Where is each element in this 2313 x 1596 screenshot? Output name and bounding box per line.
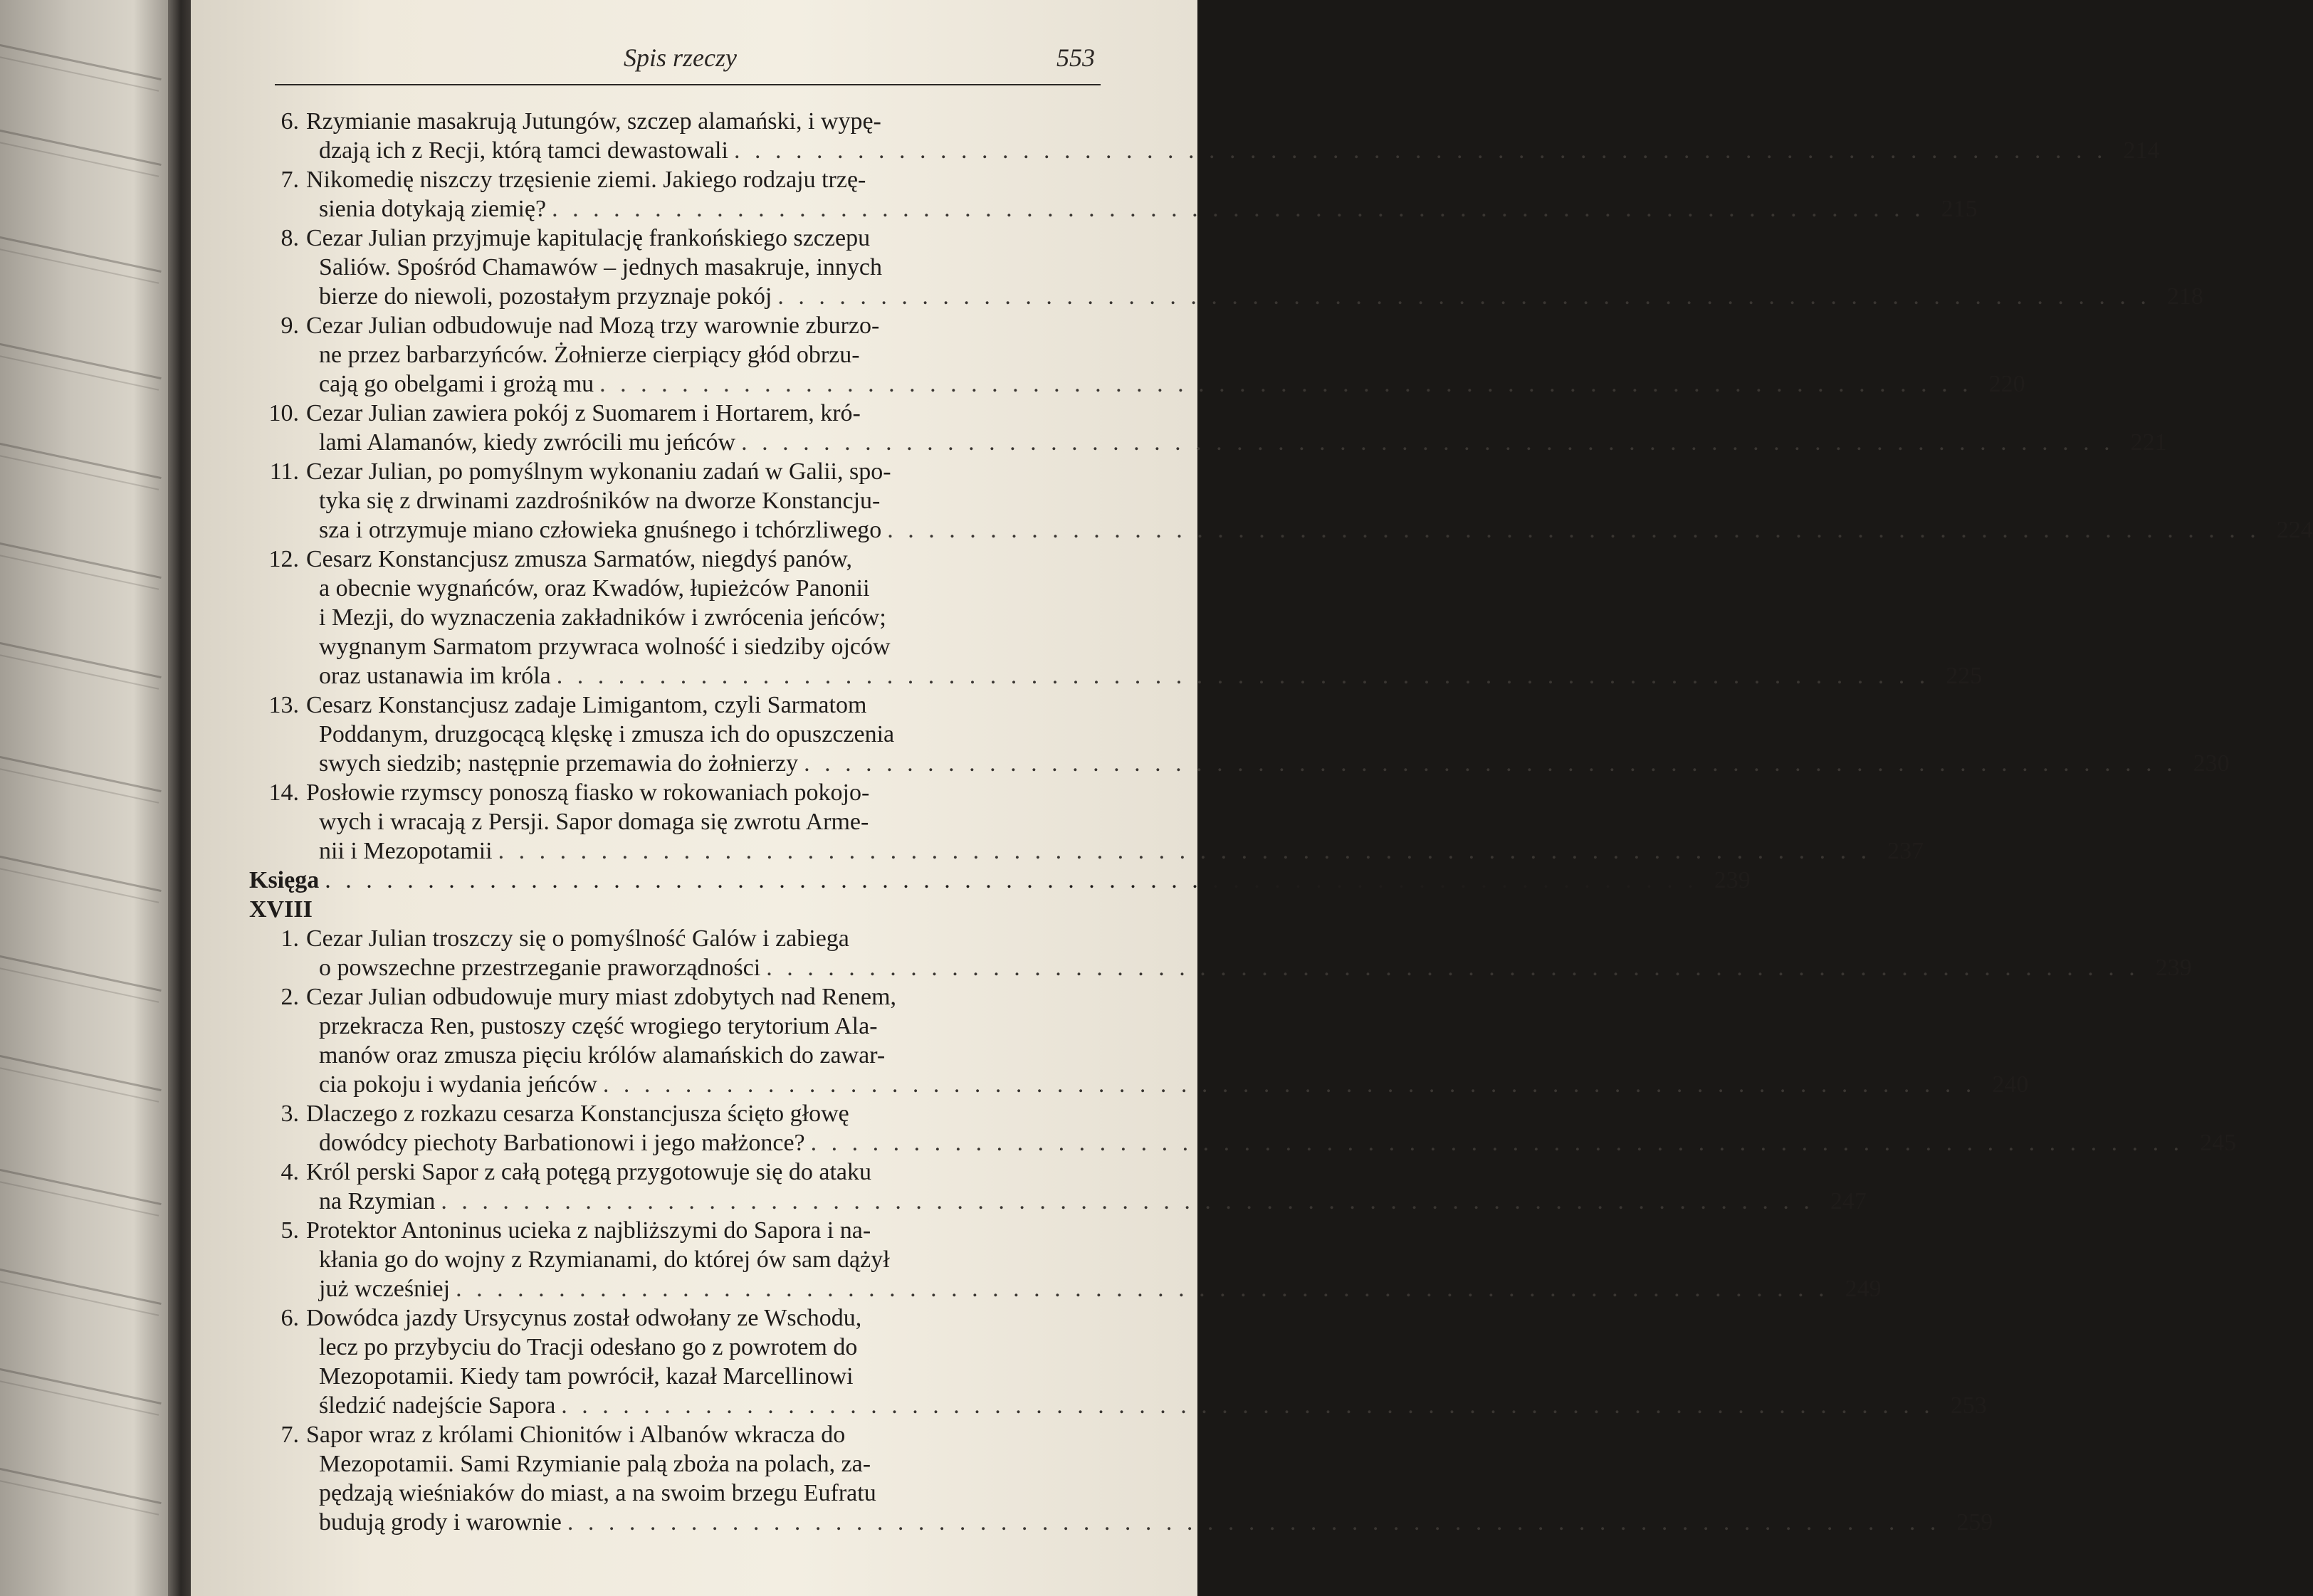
entry-line: wych i wracają z Persji. Sapor domaga się zwrotu Arme- [319, 809, 869, 835]
entry-line: manów oraz zmusza pięciu królów alamańskich do zawar- [319, 1042, 886, 1069]
entry-line: Poddanym, druzgocącą klęskę i zmusza ich do opuszczenia [319, 721, 895, 747]
entry-page-ref: 214 [2123, 137, 2160, 164]
entry-line [306, 1070, 2028, 1099]
leader-dots [777, 282, 2151, 311]
entry-text [306, 1099, 2236, 1157]
entry-number: 4. [280, 1159, 299, 1185]
entry-page-ref: 215 [1941, 196, 1978, 222]
entry-text [306, 165, 1978, 224]
entry-page-ref: 249 [1845, 1276, 1882, 1302]
leader-dots [603, 1070, 1976, 1099]
entry-text [306, 691, 2230, 778]
entry-line: Saliów. Spośród Chamawów – jednych masakruje, innych [319, 254, 882, 280]
entry-line: ne przez barbarzyńców. Żołnierze cierpiący głód obrzu- [319, 342, 860, 368]
entry-line-text: już wcześniej [319, 1276, 451, 1302]
toc-entry [256, 224, 2203, 311]
entry-page-ref: 220 [1988, 371, 2025, 397]
entry-text [306, 457, 2313, 545]
leader-dots [811, 1128, 2184, 1157]
entry-number: 7. [280, 1422, 299, 1448]
leader-dots [441, 1187, 1814, 1216]
entry-line-text: cia pokoju i wydania jeńców [319, 1071, 597, 1098]
entry-line: a obecnie wygnańców, oraz Kwadów, łupieżców Panonii [319, 575, 870, 602]
entry-line: Cezar Julian zawiera pokój z Suomarem i Hortarem, kró- [306, 400, 861, 426]
toc-entry [256, 1303, 1987, 1420]
entry-line [306, 515, 2313, 545]
entry-line: Cesarz Konstancjusz zmusza Sarmatów, niegdyś panów, [306, 546, 852, 572]
toc-entry [256, 691, 2230, 778]
entry-line [306, 953, 2192, 982]
entry-page-ref: 239 [2155, 955, 2192, 981]
entry-line: Sapor wraz z królami Chionitów i Albanów wkracza do [306, 1422, 846, 1448]
entry-number: 9. [280, 313, 299, 339]
entry-line [306, 282, 2203, 311]
entry-text [306, 311, 2025, 399]
entry-text [306, 107, 2159, 165]
entry-line: Dowódca jazdy Ursycynus został odwołany ze Wschodu, [306, 1305, 862, 1331]
left-page-edge [0, 0, 178, 1596]
entry-page-ref: 259 [1956, 1509, 1993, 1535]
toc-entry [256, 1420, 1993, 1537]
entry-line: Cezar Julian troszczy się o pomyślność Galów i zabiega [306, 925, 849, 952]
entry-line-text: o powszechne przestrzeganie praworządności [319, 955, 761, 981]
entry-line-text: dowódcy piechoty Barbationowi i jego małżonce? [319, 1130, 805, 1156]
entry-line [306, 1508, 1993, 1537]
book-page-ref: 239 [1714, 867, 1751, 893]
leader-dots [567, 1508, 1941, 1537]
entry-text [306, 1216, 1882, 1303]
entry-line: Mezopotamii. Kiedy tam powrócił, kazał Marcellinowi [319, 1363, 854, 1390]
entry-line [306, 194, 1978, 224]
toc-entry [256, 165, 1978, 224]
entry-text [306, 778, 1924, 866]
page-number: 553 [1056, 43, 1095, 72]
entry-page-ref: 218 [2166, 283, 2203, 310]
leader-dots [561, 1391, 1934, 1420]
entry-line-text: lami Alamanów, kiedy zwrócili mu jeńców [319, 429, 736, 456]
entry-number: 11. [269, 458, 299, 485]
entry-line-text: sza i otrzymuje miano człowieka gnuśnego i tchórzliwego [319, 517, 882, 543]
entry-line: wygnanym Sarmatom przywraca wolność i siedziby ojców [319, 634, 891, 660]
entry-number: 5. [280, 1217, 299, 1244]
entry-line: przekracza Ren, pustoszy część wrogiego terytorium Ala- [319, 1013, 878, 1039]
entry-line: i Mezji, do wyznaczenia zakładników i zwrócenia jeńców; [319, 604, 886, 631]
entry-page-ref: 237 [1887, 838, 1924, 864]
leader-dots [552, 194, 1925, 224]
toc-entry [256, 399, 2167, 457]
entry-text [306, 224, 2203, 311]
entry-page-ref: 245 [2200, 1130, 2237, 1156]
entry-line: Cesarz Konstancjusz zadaje Limigantom, czyli Sarmatom [306, 692, 867, 718]
entry-line: Cezar Julian, po pomyślnym wykonaniu zadań w Galii, spo- [306, 458, 891, 485]
entry-page-ref: 253 [1950, 1392, 1987, 1419]
entry-text [306, 1420, 1993, 1537]
leader-dots [498, 836, 1872, 866]
entry-line-text: oraz ustanawia im króla [319, 663, 551, 689]
entry-line-text: dzają ich z Recji, którą tamci dewastowali [319, 137, 728, 164]
entry-number: 10. [268, 400, 299, 426]
entry-page-ref: 230 [2193, 750, 2230, 777]
entry-text [306, 982, 2028, 1099]
entry-line: tyka się z drwinami zazdrośników na dworze Konstancju- [319, 488, 881, 514]
leader-dots [599, 369, 1973, 399]
entry-number: 6. [280, 1305, 299, 1331]
entry-line: kłania go do wojny z Rzymianami, do której ów sam dążył [319, 1246, 890, 1273]
toc-entry [256, 982, 2029, 1099]
entry-line: Rzymianie masakrują Jutungów, szczep alamański, i wypę- [306, 108, 881, 135]
toc-entry [256, 1099, 2237, 1157]
table-of-contents [249, 107, 2313, 1537]
leader-dots [557, 661, 1930, 691]
entry-line [306, 1128, 2236, 1157]
entry-text [306, 399, 2167, 457]
entry-line-text: sienia dotykają ziemię? [319, 196, 547, 222]
entry-number: 6. [280, 108, 299, 135]
entry-number: 13. [268, 692, 299, 718]
leader-dots [741, 428, 2114, 457]
entry-number: 3. [280, 1101, 299, 1127]
entry-line: Protektor Antoninus ucieka z najbliższymi do Sapora i na- [306, 1217, 871, 1244]
entry-page-ref: 224 [2276, 517, 2313, 543]
toc-entry [256, 1157, 1867, 1216]
entry-line-text: cają go obelgami i grożą mu [319, 371, 594, 397]
entry-text [306, 1157, 1867, 1216]
entry-line [306, 836, 1924, 866]
entry-line: pędzają wieśniaków do miast, a na swoim brzegu Eufratu [319, 1480, 876, 1506]
entry-line: Cezar Julian odbudowuje nad Mozą trzy warownie zburzo- [306, 313, 880, 339]
entry-line: Cezar Julian przyjmuje kapitulację frankońskiego szczepu [306, 225, 871, 251]
entry-line [306, 749, 2230, 778]
book-title: Księga XVIII [249, 867, 320, 923]
entry-page-ref: 225 [1946, 663, 1983, 689]
leader-dots [734, 136, 2107, 165]
toc-entry [256, 107, 2160, 165]
entry-text [306, 1303, 1987, 1420]
entry-line [306, 1391, 1987, 1420]
entry-line: Posłowie rzymscy ponoszą fiasko w rokowaniach pokojo- [306, 779, 870, 806]
entry-line [306, 369, 2025, 399]
toc-entry [256, 778, 1924, 866]
entry-line [306, 136, 2159, 165]
toc-entry [256, 1216, 1882, 1303]
leader-dots [766, 953, 2139, 982]
entry-line [306, 1187, 1867, 1216]
toc-entry [256, 924, 2192, 982]
entry-line: Król perski Sapor z całą potęgą przygotowuje się do ataku [306, 1159, 872, 1185]
entry-number: 12. [268, 546, 299, 572]
entry-line: Nikomedię niszczy trzęsienie ziemi. Jakiego rodzaju trzę- [306, 167, 866, 193]
entry-line-text: bierze do niewoli, pozostałym przyznaje pokój [319, 283, 772, 310]
entry-line: Mezopotamii. Sami Rzymianie palą zboża na polach, za- [319, 1451, 871, 1477]
leader-dots [456, 1274, 1829, 1303]
entry-line [306, 661, 1982, 691]
entry-line [306, 428, 2167, 457]
entry-number: 14. [268, 779, 299, 806]
entry-line-text: budują grody i warownie [319, 1509, 562, 1535]
entry-line: Dlaczego z rozkazu cesarza Konstancjusza ścięto głowę [306, 1101, 849, 1127]
running-head: Spis rzeczy [624, 43, 737, 72]
entry-line: lecz po przybyciu do Tracji odesłano go z powrotem do [319, 1334, 858, 1360]
entry-number: 8. [280, 225, 299, 251]
entry-number: 7. [280, 167, 299, 193]
entry-line: Cezar Julian odbudowuje mury miast zdobytych nad Renem, [306, 984, 897, 1010]
entry-page-ref: 247 [1830, 1188, 1867, 1214]
entry-text [306, 545, 1982, 691]
toc-section-book-xviii [256, 924, 2237, 1537]
entry-number: 1. [280, 925, 299, 952]
toc-entry [256, 457, 2313, 545]
toc-entry [256, 311, 2025, 399]
entry-line-text: swych siedzib; następnie przemawia do żołnierzy [319, 750, 799, 777]
entry-page-ref: 221 [2130, 429, 2167, 456]
book-heading [249, 866, 1751, 924]
entry-page-ref: 240 [1992, 1071, 2029, 1098]
entry-text [306, 924, 2192, 982]
leader-dots [804, 749, 2177, 778]
entry-line-text: na Rzymian [319, 1188, 436, 1214]
entry-line-text: nii i Mezopotamii [319, 838, 493, 864]
toc-section-previous-book [256, 107, 2313, 866]
entry-number: 2. [280, 984, 299, 1010]
leader-dots [887, 515, 2260, 545]
entry-line [306, 1274, 1882, 1303]
toc-entry [256, 545, 1983, 691]
leader-dots [325, 866, 1698, 895]
entry-line-text: śledzić nadejście Sapora [319, 1392, 556, 1419]
page-header [275, 41, 1101, 85]
